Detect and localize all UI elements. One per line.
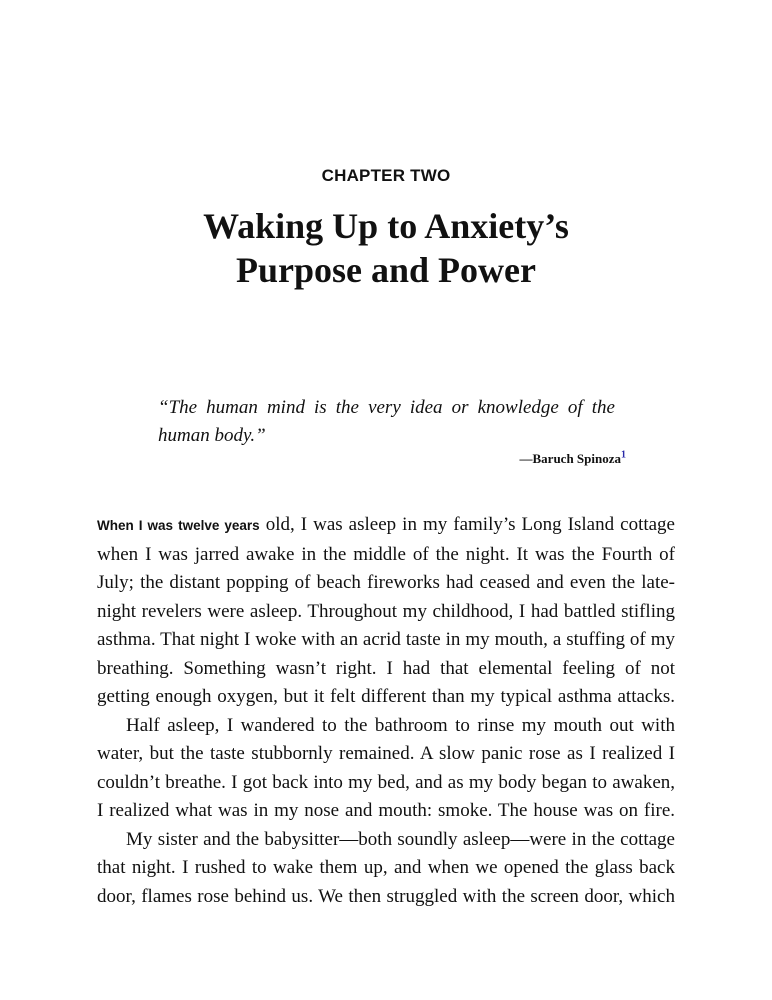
paragraph-2: Half asleep, I wandered to the bathroom to rinse my mouth out with water, but the taste stubbornly remained. A slow panic rose as I realized I couldn’t breathe. I got back into my bed, and as my body began to awaken, I realized what was in my nose and mouth: smoke. The house was on fire.	[97, 714, 675, 821]
epigraph-quote: “The human mind is the very idea or knowledge of the human body.”	[158, 397, 615, 446]
attribution-text: —Baruch Spinoza	[519, 451, 621, 466]
paragraph-1	[97, 511, 675, 712]
footnote-reference[interactable]: 1	[621, 449, 626, 461]
chapter-label: CHAPTER TWO	[321, 166, 451, 185]
paragraph-1-text: old, I was asleep in my family’s Long Island cottage when I was jarred awake in the middle of the night. It was the Fourth of July; the distant popping of beach fireworks had ceased and even the late-night revelers were asleep. Throughout my childhood, I had battled stifling asthma. That night I woke with an acrid taste in my mouth, a stuffing of my breathing. Something wasn’t right. I had that elemental feeling of not getting enough oxygen, but it felt different than my typical asthma attacks.	[97, 514, 675, 707]
chapter-title	[0, 204, 772, 292]
run-in-lead: When I was twelve years	[97, 518, 260, 533]
body-text	[97, 511, 675, 911]
chapter-title-line-2: Purpose and Power	[236, 250, 536, 290]
paragraph-3: My sister and the babysitter—both soundly asleep—were in the cottage that night. I rushed to wake them up, and when we opened the glass back door, flames rose behind us. We then struggled with the screen door, which	[97, 828, 675, 907]
chapter-title-line-1: Waking Up to Anxiety’s	[203, 206, 569, 246]
epigraph-attribution	[400, 451, 626, 467]
